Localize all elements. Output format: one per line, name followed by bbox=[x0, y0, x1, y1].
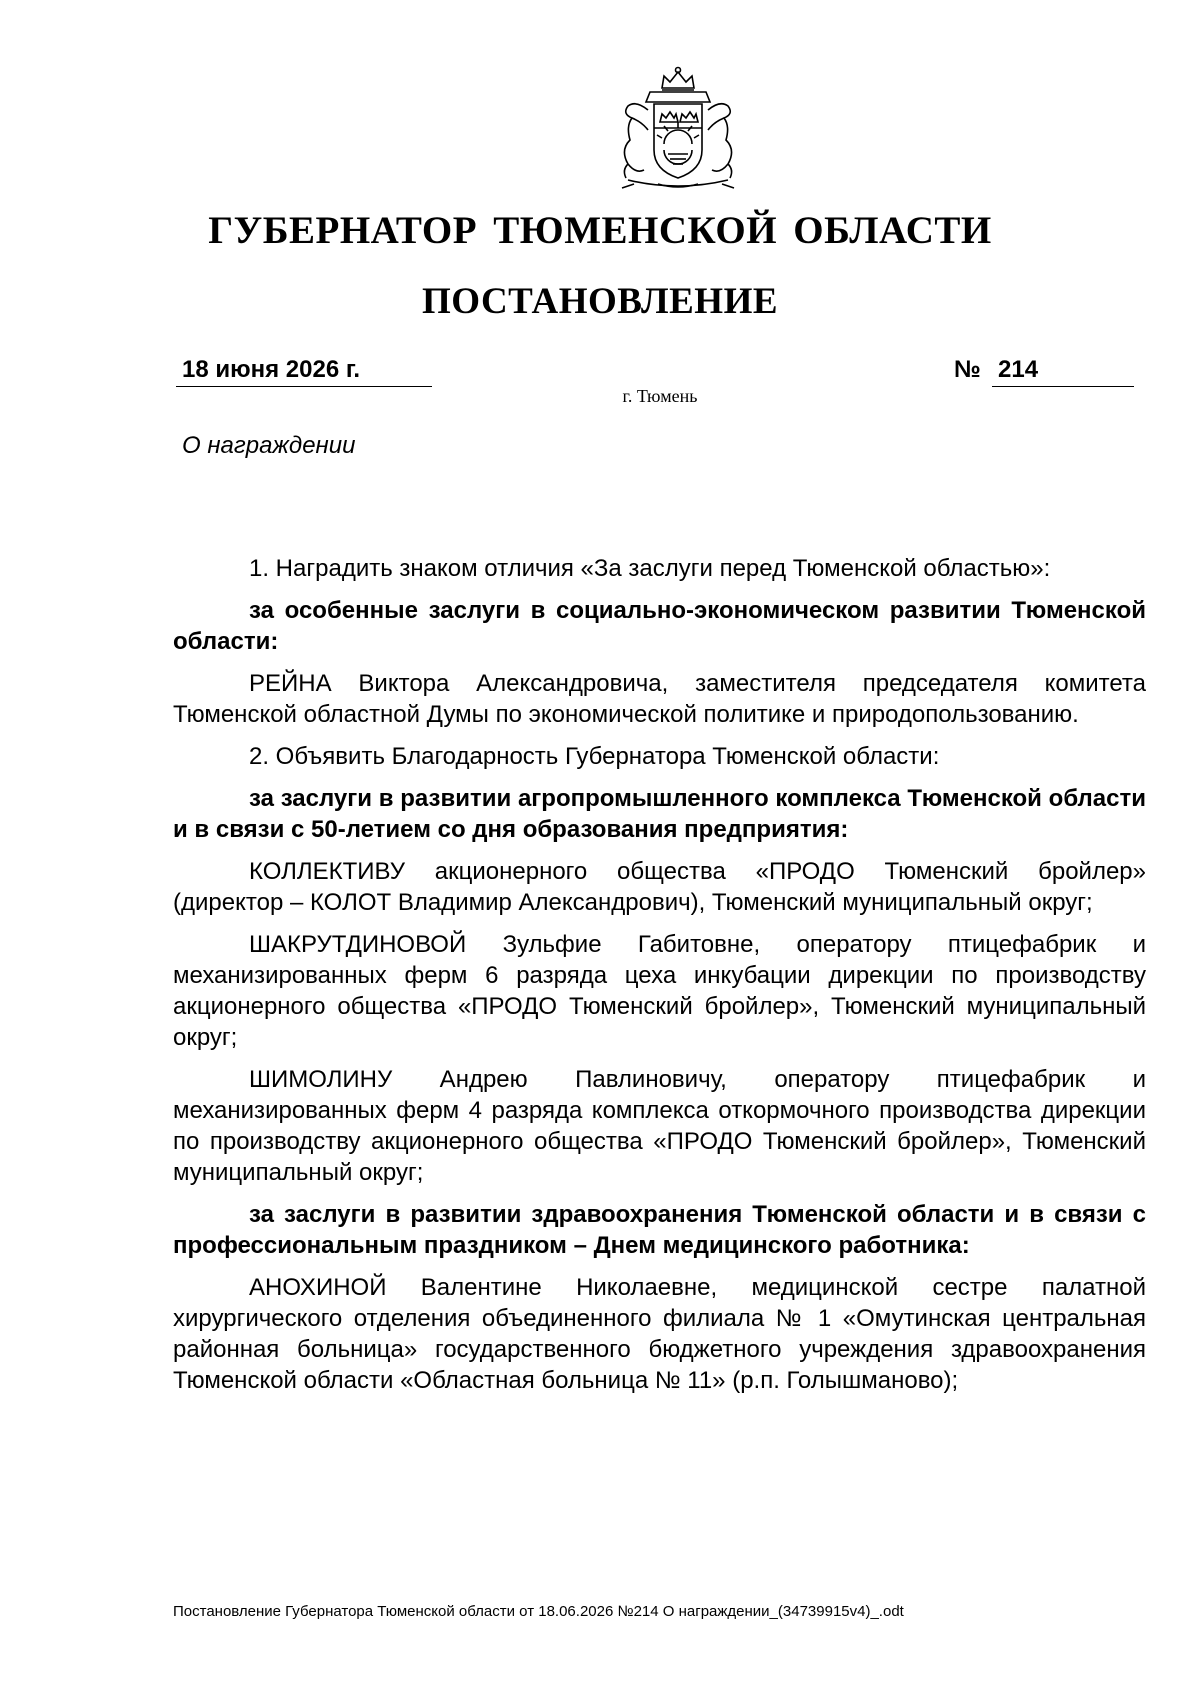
paragraph-heading: за заслуги в развитии агропромышленного комплекса Тюменской области и в связи с 50-летием со дня образования предприятия: bbox=[173, 785, 1146, 843]
document-date bbox=[176, 354, 432, 387]
document-body bbox=[173, 553, 1146, 1407]
paragraph: ШАКРУТДИНОВОЙ Зульфие Габитовне, оператору птицефабрик и механизированных ферм 6 разряда цеха инкубации дирекции по производству акционерного общества «ПРОДО Тюменский бройлер», Тюменский муниципальный округ; bbox=[173, 931, 1146, 1051]
paragraph: 2. Объявить Благодарность Губернатора Тюменской области: bbox=[249, 743, 940, 770]
document-date-value: 18 июня 2026 г. bbox=[182, 356, 361, 383]
document-type: ПОСТАНОВЛЕНИЕ bbox=[421, 281, 779, 322]
paragraph: ШИМОЛИНУ Андрею Павлиновичу, оператору птицефабрик и механизированных ферм 4 разряда комплекса откормочного производства дирекции по производству акционерного общества «ПРОДО Тюменский бройлер», Тюменский муниципальный округ; bbox=[173, 1066, 1146, 1186]
paragraph: КОЛЛЕКТИВУ акционерного общества «ПРОДО Тюменский бройлер» (директор – КОЛОТ Владимир Александрович), Тюменский муниципальный округ; bbox=[173, 858, 1146, 916]
paragraph-heading: за заслуги в развитии здравоохранения Тюменской области и в связи с профессиональным праздником – Днем медицинского работника: bbox=[173, 1201, 1146, 1259]
paragraph-heading: за особенные заслуги в социально-экономическом развитии Тюменской области: bbox=[173, 597, 1146, 655]
coat-of-arms-icon bbox=[598, 66, 758, 196]
document-footer: Постановление Губернатора Тюменской области от 18.06.2026 №214 О награждении_(34739915v4)_.odt bbox=[173, 1603, 904, 1620]
number-sign: № bbox=[954, 356, 981, 383]
issuer-title: ГУБЕРНАТОР ТЮМЕНСКОЙ ОБЛАСТИ bbox=[208, 209, 992, 252]
document-number bbox=[954, 354, 1134, 386]
document-city: г. Тюмень bbox=[622, 386, 698, 406]
paragraph: РЕЙНА Виктора Александровича, заместителя председателя комитета Тюменской областной Думы по экономической политике и природопользованию. bbox=[173, 670, 1146, 728]
document-subject: О награждении bbox=[182, 432, 356, 459]
paragraph: АНОХИНОЙ Валентине Николаевне, медицинской сестре палатной хирургического отделения объединенного филиала № 1 «Омутинская центральная районная больница» государственного бюджетного учреждения здравоохранения Тюменской области «Областная больница № 11» (р.п. Голышманово); bbox=[173, 1274, 1146, 1394]
paragraph: 1. Наградить знаком отличия «За заслуги перед Тюменской областью»: bbox=[249, 555, 1051, 582]
document-number-value: 214 bbox=[992, 354, 1134, 387]
